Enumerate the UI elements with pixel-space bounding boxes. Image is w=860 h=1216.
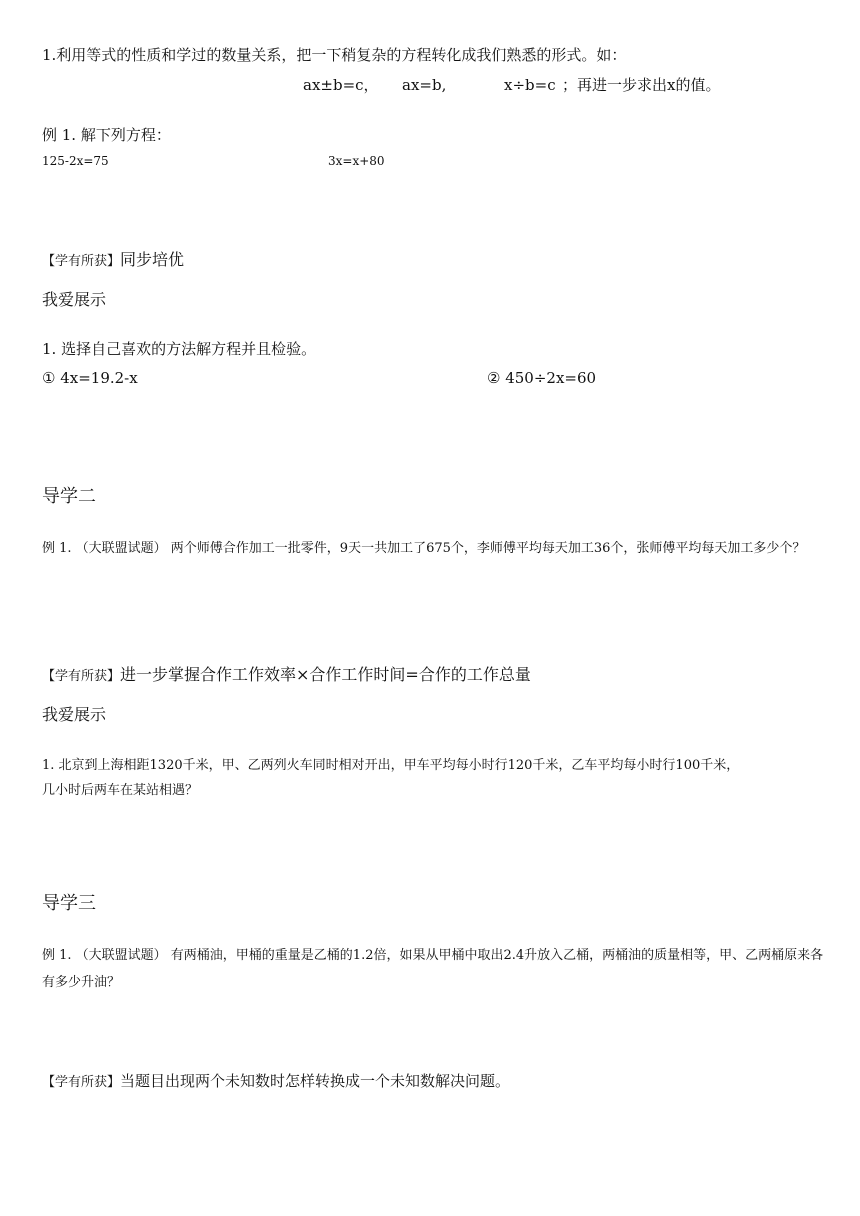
show1-title: 我爱展示 [42, 290, 107, 309]
show2-title: 我爱展示 [42, 705, 107, 724]
gain2-label: 【学有所获】 [42, 669, 121, 684]
gain3-label: 【学有所获】 [42, 1075, 121, 1090]
example1-equation-2: 3x=x+80 [328, 154, 385, 168]
show2-task-line1: 1. 北京到上海相距1320千米，甲、乙两列火车同时相对开出，甲车平均每小时行120千米，乙车平均每小时行100千米， [42, 758, 740, 773]
formula-x-div-b: x÷b=c [504, 76, 556, 94]
gain2-text: 进一步掌握合作工作效率×合作工作时间=合作的工作总量 [120, 665, 531, 684]
show2-task-line2: 几小时后两车在某站相遇？ [42, 783, 199, 798]
gain2-line [42, 665, 531, 685]
formula-ax-eq-b: ax=b, [402, 76, 447, 94]
intro-line: 1.利用等式的性质和学过的数量关系，把一下稍复杂的方程转化成我们熟悉的形式。如： [42, 46, 627, 64]
example1-title: 例 1. 解下列方程： [42, 126, 171, 144]
section2-title: 导学二 [42, 486, 96, 507]
formula-ax-pm-b: ax±b=c， [303, 76, 379, 94]
gain1-line [42, 250, 184, 270]
gain3-text: 当题目出现两个未知数时怎样转换成一个未知数解决问题。 [120, 1072, 511, 1090]
section3-title: 导学三 [42, 893, 96, 914]
section3-example: 例 1. （大联盟试题） 有两桶油，甲桶的重量是乙桶的1.2倍，如果从甲桶中取出2.4升放入乙桶，两桶油的质量相等，甲、乙两桶原来各有多少升油？ [42, 948, 824, 990]
show1-task: 1. 选择自己喜欢的方法解方程并且检验。 [42, 340, 317, 358]
section2-example: 例 1. （大联盟试题） 两个师傅合作加工一批零件，9天一共加工了675个，李师傅平均每天加工36个，张师傅平均每天加工多少个？ [42, 541, 806, 556]
gain1-text: 同步培优 [120, 250, 185, 269]
show1-equation-2: ② 450÷2x=60 [487, 369, 597, 387]
show1-equation-1: ① 4x=19.2-x [42, 369, 138, 387]
gain3-line [42, 1072, 510, 1091]
gain1-label: 【学有所获】 [42, 254, 121, 269]
formula-tail: ；再进一步求出x的值。 [562, 76, 721, 94]
example1-equation-1: 125-2x=75 [42, 154, 109, 168]
